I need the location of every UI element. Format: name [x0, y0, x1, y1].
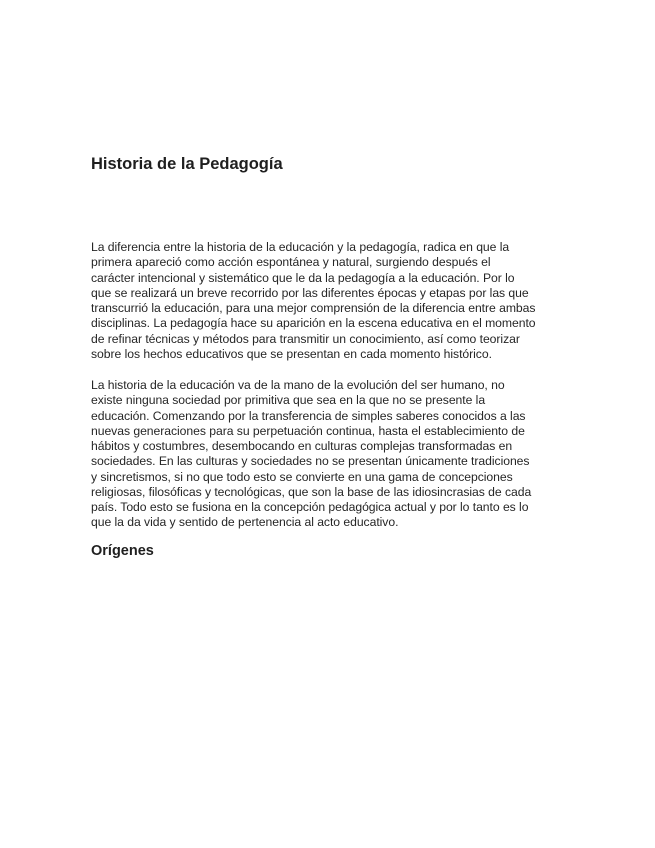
paragraph-line: existe ninguna sociedad por primitiva que sea en la que no se presente la [91, 393, 486, 408]
page-title: Historia de la Pedagogía [91, 155, 283, 173]
paragraph-line: y sincretismos, si no que todo esto se convierte en una gama de concepciones [91, 469, 513, 484]
paragraph-line: primera apareció como acción espontánea y natural, surgiendo después el [91, 255, 491, 270]
paragraph-line: sociedades. En las culturas y sociedades no se presentan únicamente tradiciones [91, 454, 530, 469]
section-heading-origenes: Orígenes [91, 543, 154, 559]
paragraph-line: nuevas generaciones para su perpetuación continua, hasta el establecimiento de [91, 423, 525, 438]
paragraph-line: La historia de la educación va de la mano de la evolución del ser humano, no [91, 378, 505, 392]
paragraph-line: transcurrió la educación, para una mejor comprensión de la diferencia entre ambas [91, 301, 536, 315]
paragraph-line: carácter intencional y sistemático que le da la pedagogía a la educación. Por lo [91, 270, 515, 285]
paragraph-line: país. Todo esto se fusiona en la concepción pedagógica actual y por lo tanto es lo [91, 500, 529, 514]
paragraph-line: de refinar técnicas y métodos para transmitir un conocimiento, así como teorizar [91, 331, 520, 346]
paragraph-2 [91, 378, 569, 531]
paragraph-line: religiosas, filosóficas y tecnológicas, que son la base de las idiosincrasias de cada [91, 484, 532, 499]
paragraph-line: educación. Comenzando por la transferencia de simples saberes conocidos a las [91, 408, 526, 423]
paragraph-line: que la da vida y sentido de pertenencia al acto educativo. [91, 515, 399, 530]
paragraph-line: disciplinas. La pedagogía hace su aparición en la escena educativa en el momento [91, 316, 536, 331]
paragraph-line: hábitos y costumbres, desembocando en culturas complejas transformadas en [91, 439, 513, 453]
paragraph-1 [91, 240, 569, 362]
paragraph-line: sobre los hechos educativos que se presentan en cada momento histórico. [91, 346, 492, 361]
paragraph-line: La diferencia entre la historia de la educación y la pedagogía, radica en que la [91, 240, 510, 254]
paragraph-line: que se realizará un breve recorrido por las diferentes épocas y etapas por las que [91, 285, 529, 300]
